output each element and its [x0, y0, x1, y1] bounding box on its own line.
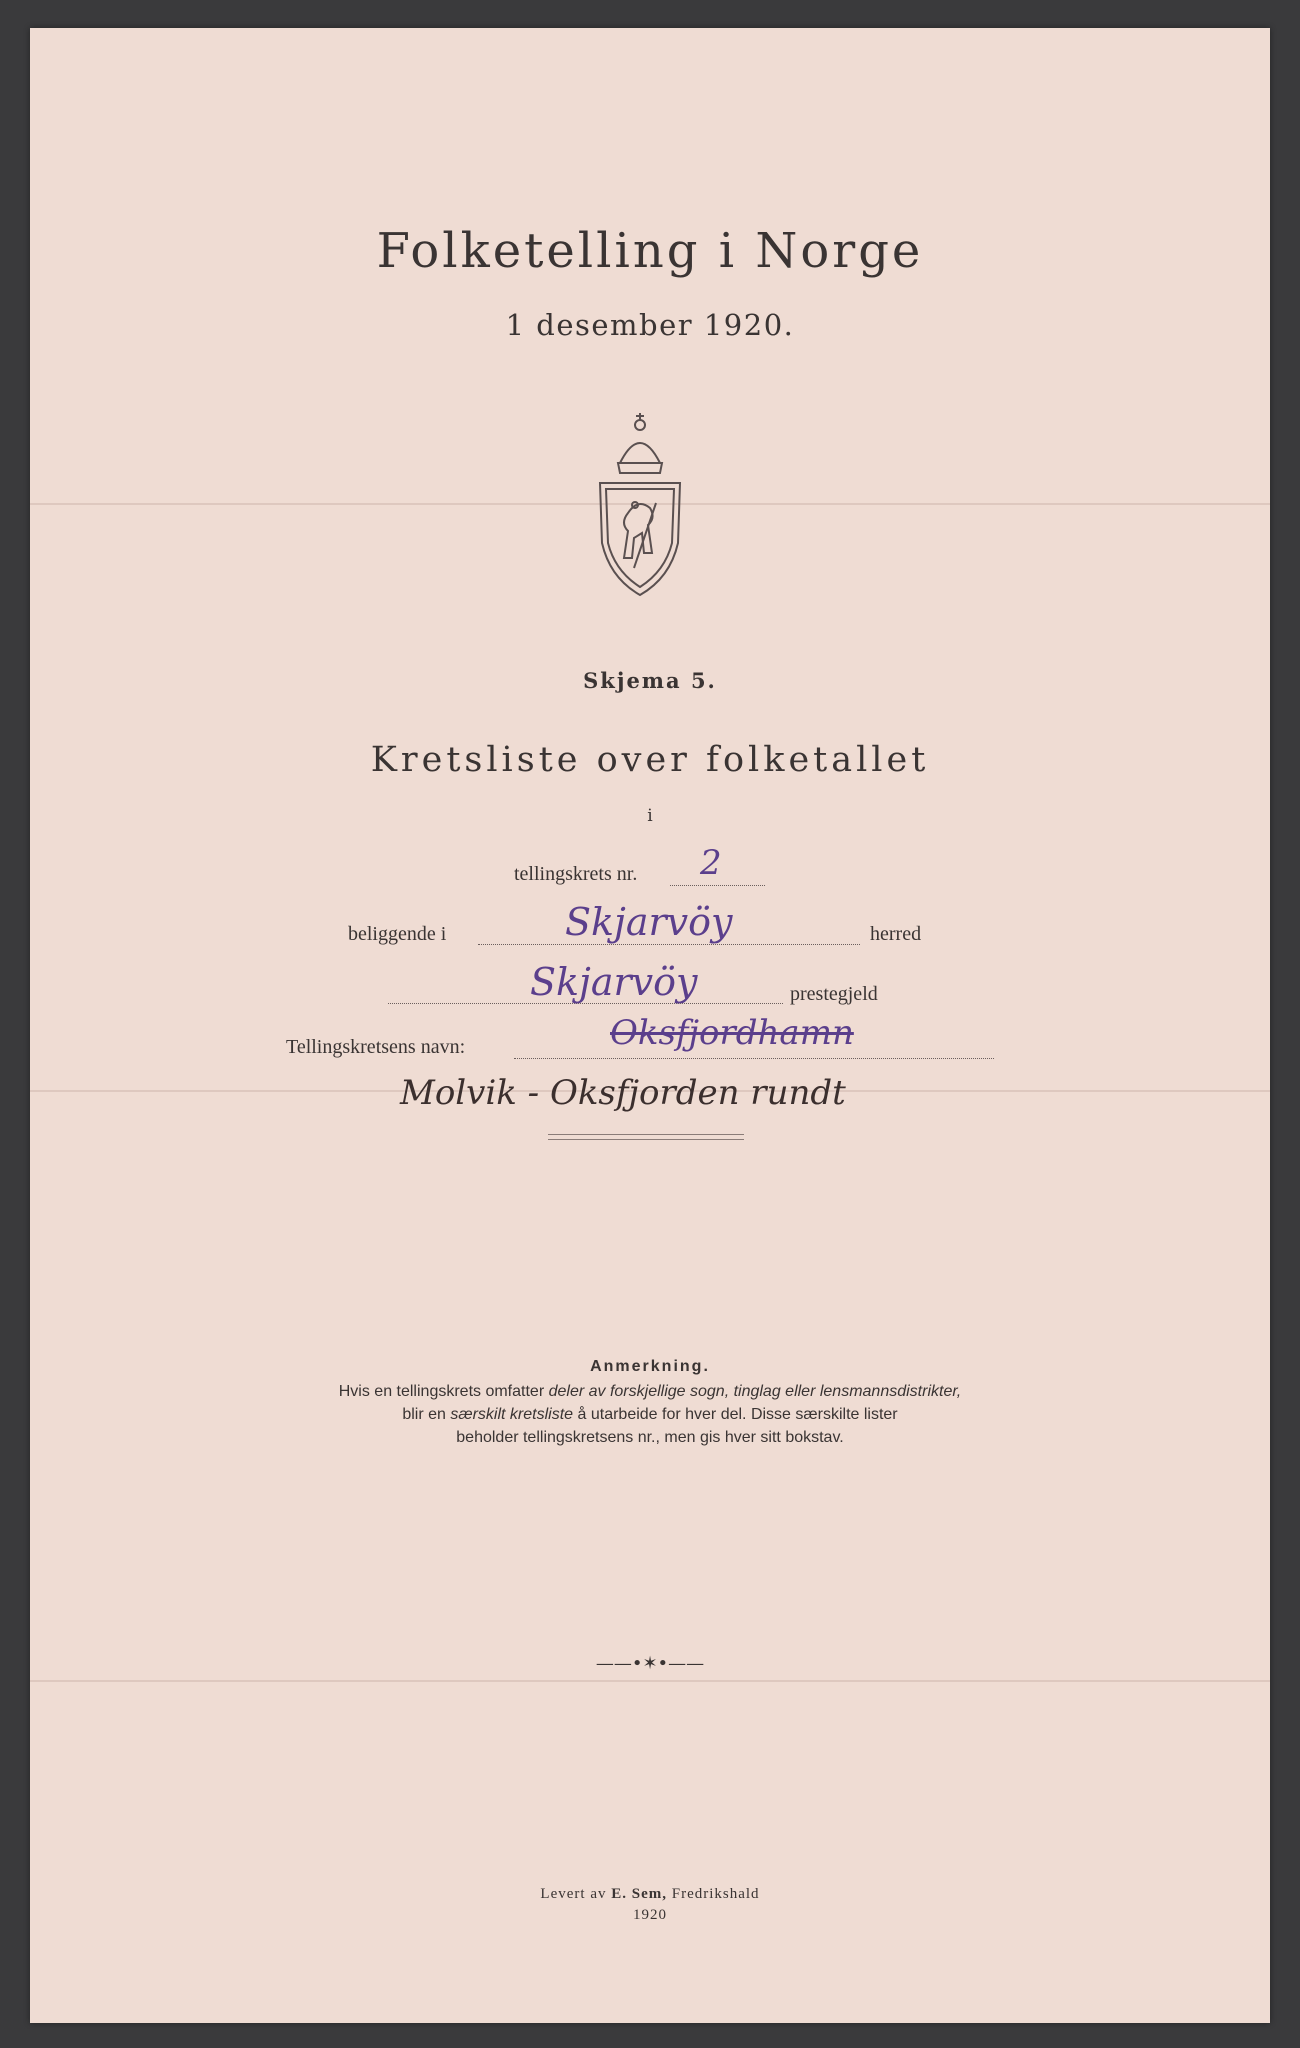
note-heading: Anmerkning. — [590, 1358, 710, 1375]
tellingskrets-line — [670, 884, 765, 886]
printer-text: Levert av — [540, 1886, 612, 1902]
beliggende-label: beliggende i — [348, 923, 447, 945]
note-line-1 — [30, 1383, 1270, 1401]
note-line-3: beholder tellingskretsens nr., men gis hver sitt bokstav. — [456, 1429, 844, 1446]
prestegjeld-label: prestegjeld — [790, 983, 878, 1005]
printer-credit — [30, 1886, 1270, 1903]
divider — [548, 1139, 744, 1140]
census-form-page — [30, 28, 1270, 2023]
kretsnavn-value: Molvik - Oksfjorden rundt — [400, 1073, 846, 1113]
page-title: Folketelling i Norge — [376, 223, 924, 279]
tellingskrets-value: 2 — [700, 843, 722, 883]
prestegjeld-value: Skjarvöy — [530, 960, 698, 1004]
kretsnavn-label: Tellingskretsens navn: — [286, 1036, 466, 1058]
kretsnavn-struck-value: Oksfjordhamn — [610, 1013, 854, 1053]
beliggende-value: Skjarvöy — [565, 900, 733, 944]
fold-line — [30, 1680, 1270, 1682]
herred-label: herred — [870, 923, 922, 945]
note-text: å utarbeide for hver del. Disse særskilte lister — [573, 1406, 898, 1423]
note-line-2 — [30, 1406, 1270, 1424]
connector-word: i — [647, 806, 653, 826]
census-date: 1 desember 1920. — [505, 308, 795, 342]
note-emphasis: særskilt kretsliste — [450, 1406, 574, 1423]
form-heading: Kretsliste over folketallet — [370, 740, 930, 780]
norwegian-coat-of-arms-icon — [590, 403, 690, 603]
note-text: blir en — [402, 1406, 451, 1423]
printer-name: E. Sem, — [611, 1886, 667, 1902]
printer-year: 1920 — [633, 1907, 667, 1923]
divider — [548, 1134, 744, 1135]
kretsnavn-line — [514, 1057, 994, 1059]
ornament-divider: ——•✶•—— — [595, 1653, 705, 1674]
form-number: Skjema 5. — [583, 668, 717, 693]
tellingskrets-label: tellingskrets nr. — [514, 863, 638, 885]
note-text: Hvis en tellingskrets omfatter — [338, 1383, 549, 1400]
printer-place: Fredrikshald — [666, 1886, 760, 1902]
note-emphasis: deler av forskjellige sogn, tinglag eller lensmannsdistrikter, — [548, 1383, 962, 1400]
